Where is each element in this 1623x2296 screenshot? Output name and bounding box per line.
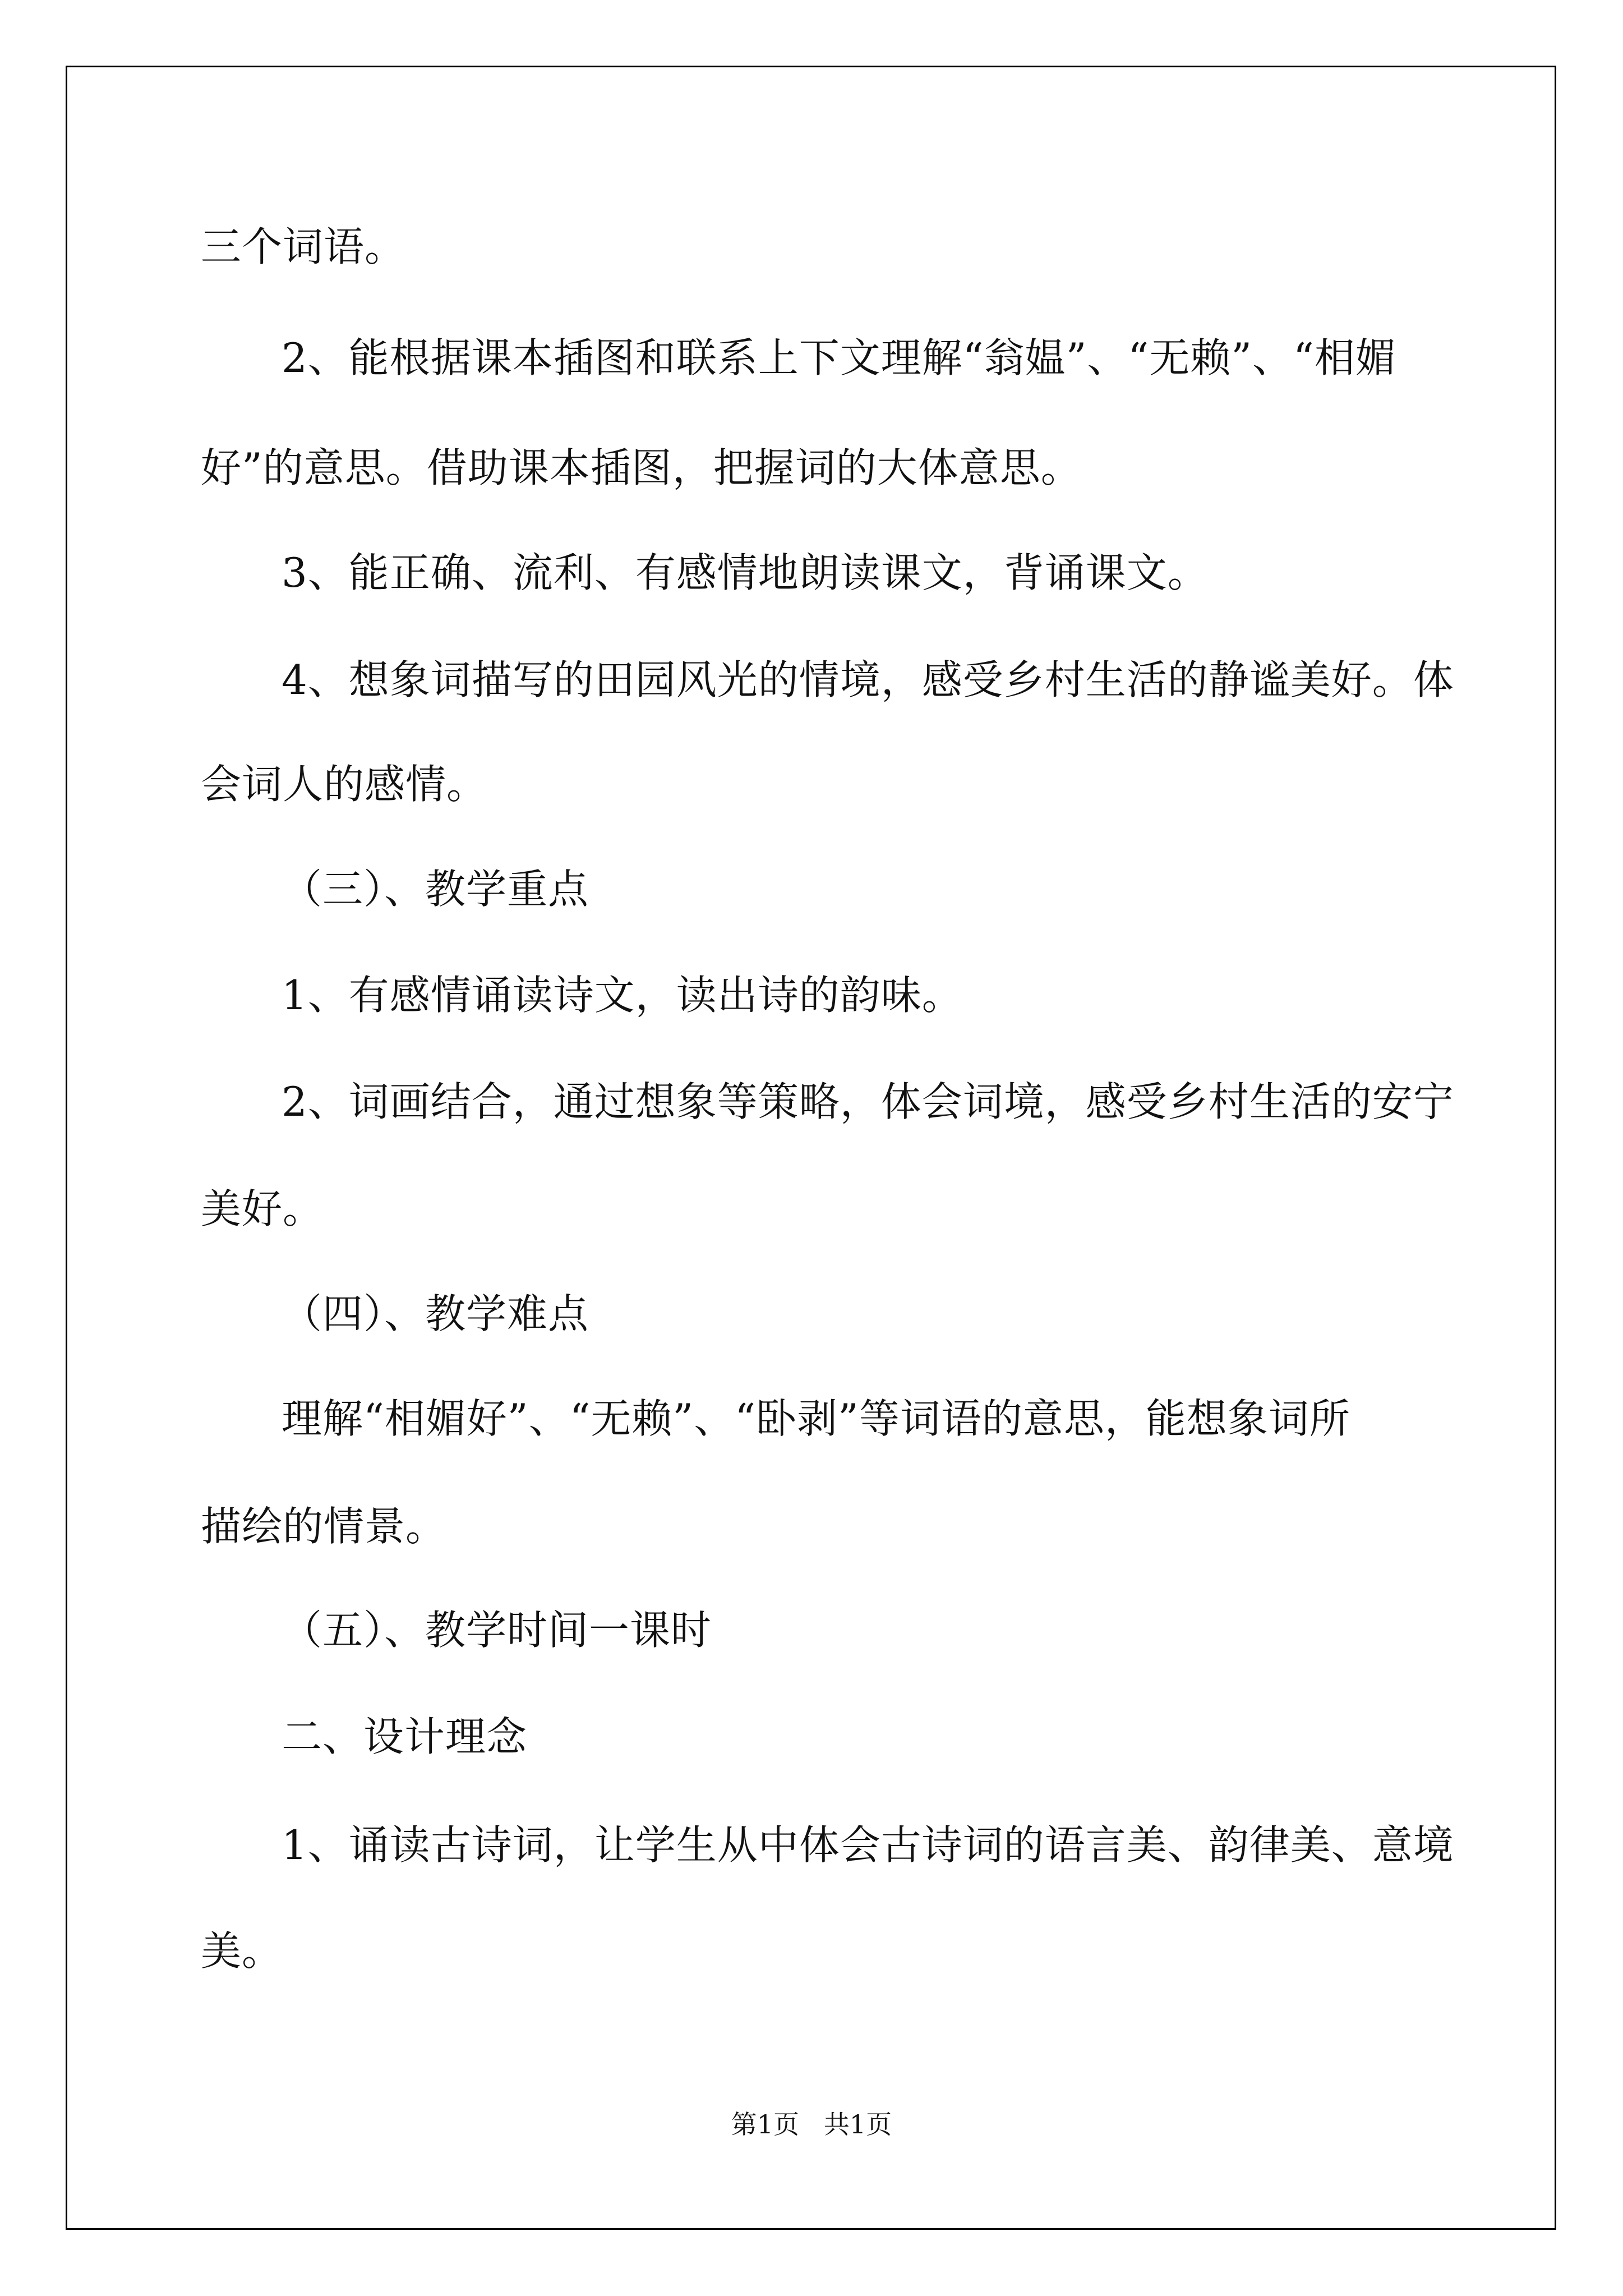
text-line: 4、想象词描写的田园风光的情境，感受乡村生活的静谧美好。体 [282,656,1454,703]
page-border [66,66,1556,2230]
text-line: 三个词语。 [201,223,406,270]
text-line: 2、词画结合，通过想象等策略，体会词境，感受乡村生活的安宁 [282,1078,1454,1125]
text-line: 2、能根据课本插图和联系上下文理解“翁媪”、“无赖”、“相媚 [282,334,1396,381]
text-line: 好”的意思。借助课本插图，把握词的大体意思。 [201,444,1082,491]
text-line: 理解“相媚好”、“无赖”、“卧剥”等词语的意思，能想象词所 [282,1395,1350,1442]
text-line: 1、有感情诵读诗文，读出诗的韵味。 [282,972,963,1019]
page-number-footer: 第1页 共1页 [731,2109,892,2139]
section-heading: 二、设计理念 [282,1713,528,1760]
text-line: 美好。 [201,1185,324,1232]
text-line: 3、能正确、流利、有感情地朗读课文，背诵课文。 [282,549,1209,596]
text-line: 会词人的感情。 [201,761,488,808]
text-line: 描绘的情景。 [201,1503,447,1550]
section-heading: （五）、教学时间一课时 [282,1607,712,1654]
section-heading: （四）、教学难点 [282,1290,589,1337]
text-line: 1、诵读古诗词，让学生从中体会古诗词的语言美、韵律美、意境 [282,1821,1454,1869]
section-heading: （三）、教学重点 [282,866,589,913]
text-line: 美。 [201,1927,283,1975]
